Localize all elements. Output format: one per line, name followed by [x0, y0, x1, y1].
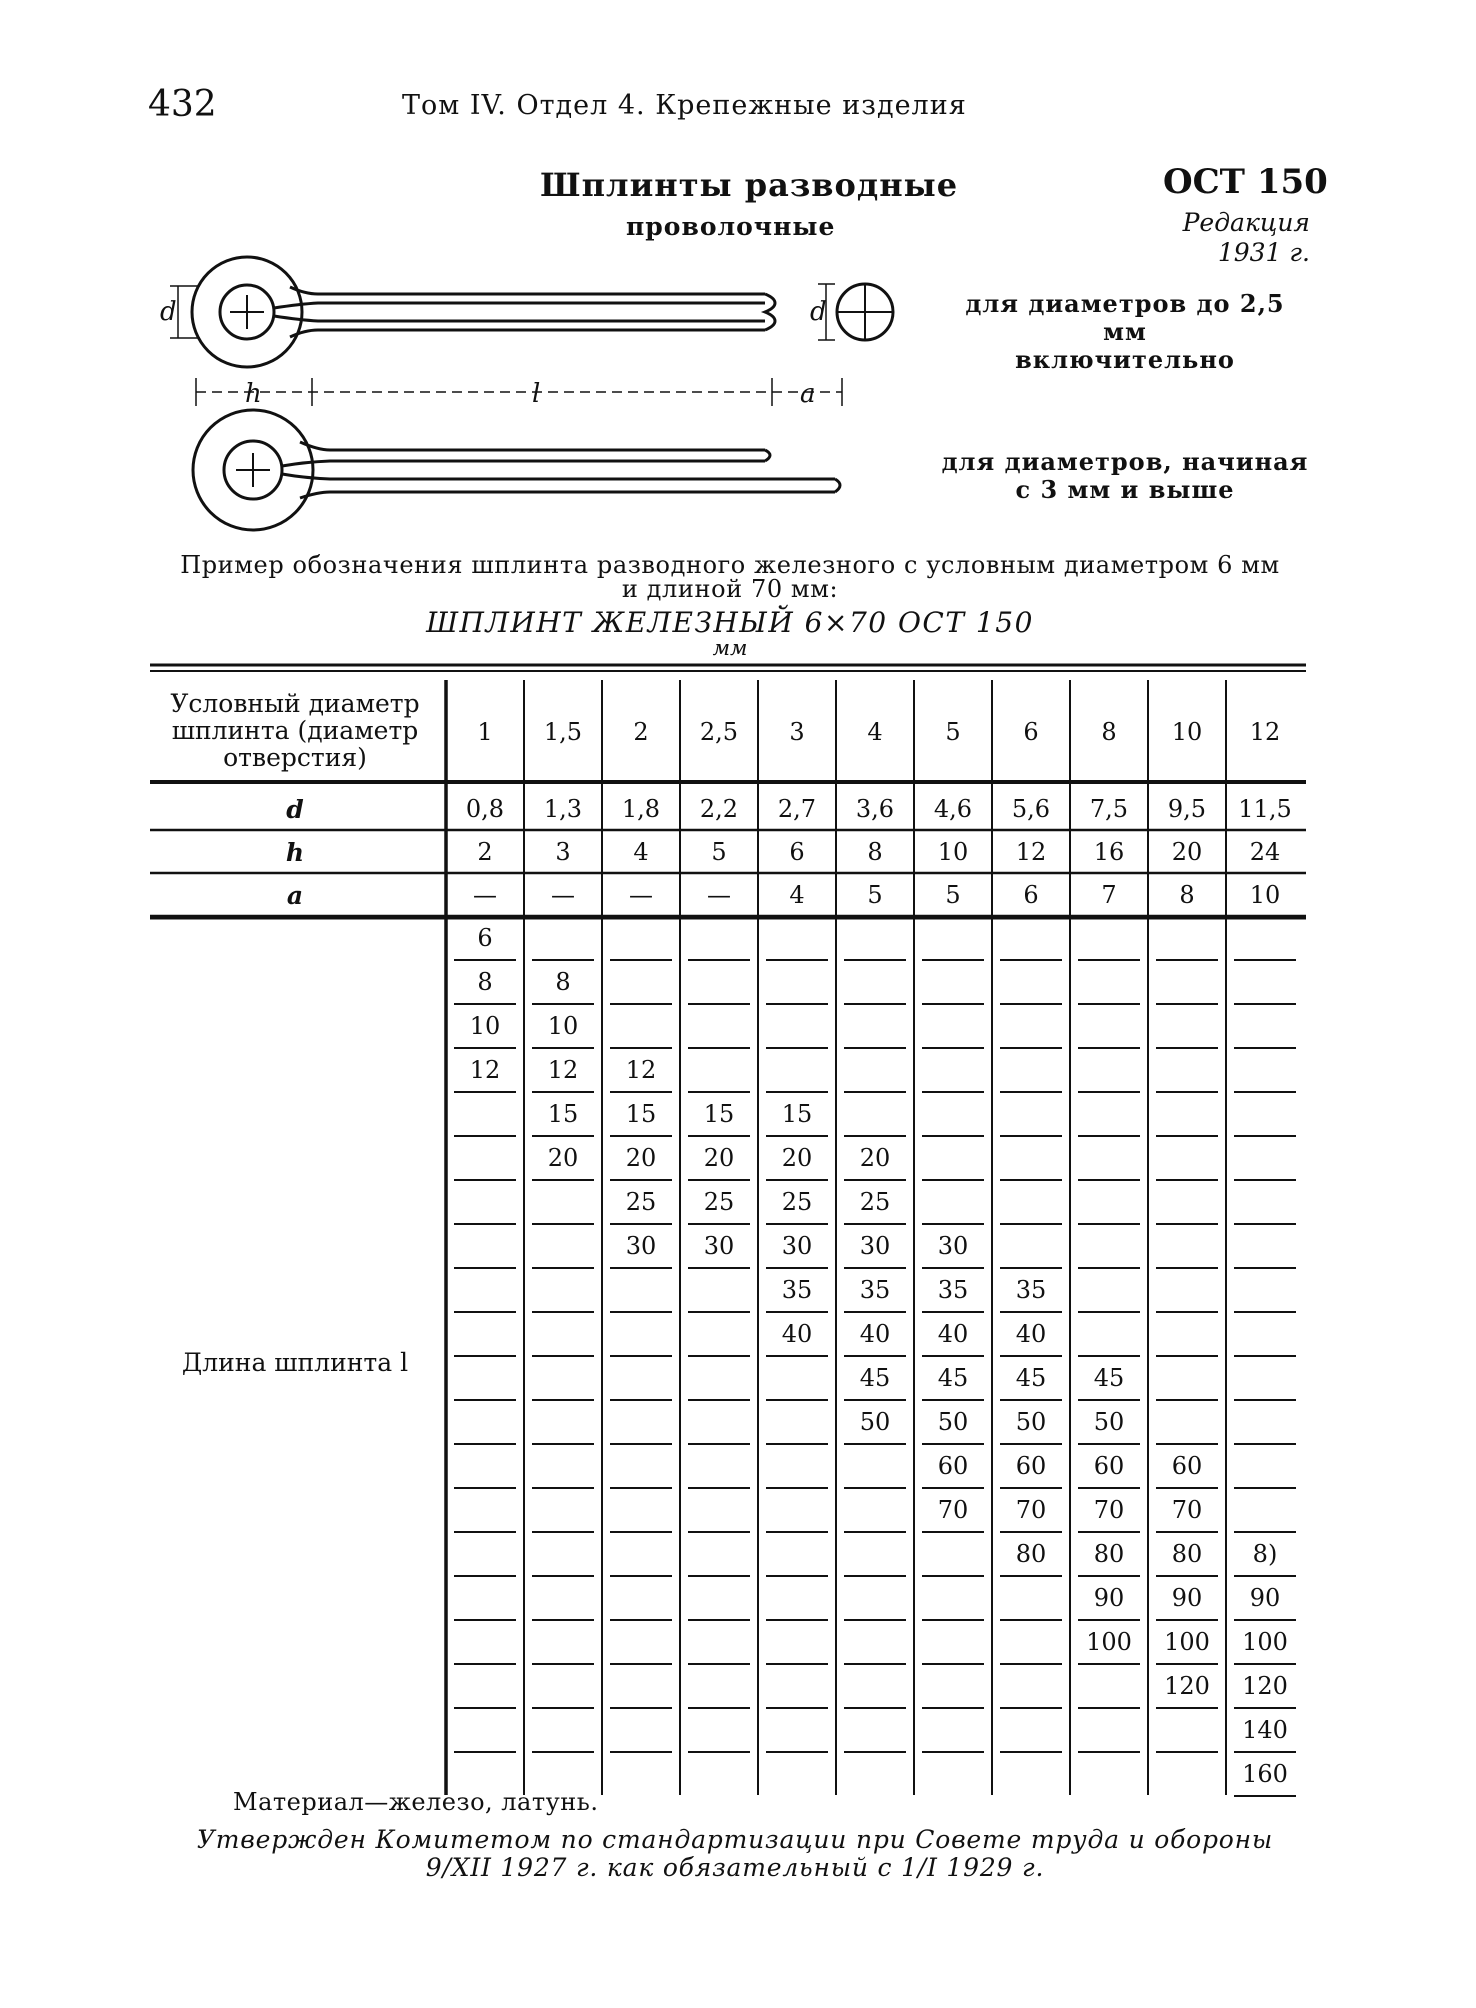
row-a-cell: — — [551, 881, 575, 909]
header-label-line-3: отверстия) — [223, 743, 367, 772]
length-cell: 60 — [1171, 1452, 1203, 1480]
length-cell: 80 — [1171, 1540, 1203, 1568]
length-cell: 30 — [625, 1232, 657, 1260]
length-cell: 12 — [547, 1056, 579, 1084]
row-label-h: h — [285, 838, 305, 867]
length-cell: 90 — [1249, 1584, 1281, 1612]
length-cell: 20 — [859, 1144, 891, 1172]
length-cell: 140 — [1242, 1716, 1288, 1744]
example-line-1: Пример обозначения шплинта разводного железного с условным диаметром 6 мм — [180, 551, 1280, 579]
dim-label-h: h — [245, 379, 262, 409]
length-cell: 35 — [1015, 1276, 1047, 1304]
length-cell: 45 — [859, 1364, 891, 1392]
length-cell: 45 — [1015, 1364, 1047, 1392]
dim-label-l: l — [532, 379, 541, 409]
length-cell: 10 — [469, 1012, 501, 1040]
length-cell: 80 — [1093, 1540, 1125, 1568]
row-h-cell: 2 — [477, 838, 493, 866]
length-cell: 15 — [625, 1100, 657, 1128]
length-cell: 20 — [625, 1144, 657, 1172]
length-cell: 30 — [703, 1232, 735, 1260]
diameter-header-cell: 1 — [477, 718, 493, 746]
dim-label-d-upper: d — [160, 297, 177, 327]
diameter-header-cell: 10 — [1171, 718, 1203, 746]
row-a-cell: 10 — [1249, 881, 1281, 909]
page-number: 432 — [148, 84, 217, 125]
length-cell: 15 — [703, 1100, 735, 1128]
length-cell: 40 — [1015, 1320, 1047, 1348]
diameter-header-cell: 1,5 — [543, 718, 583, 746]
row-a-cell: — — [473, 881, 497, 909]
row-h-cell: 4 — [633, 838, 649, 866]
row-a-cell: 5 — [867, 881, 883, 909]
header-label-line-2: шплинта (диаметр — [171, 716, 419, 745]
length-cell: 30 — [859, 1232, 891, 1260]
length-cell: 100 — [1086, 1628, 1132, 1656]
length-cell: 12 — [625, 1056, 657, 1084]
row-d-cell: 5,6 — [1011, 795, 1051, 823]
length-cell: 45 — [937, 1364, 969, 1392]
example-line-2: и длиной 70 мм: — [621, 575, 839, 603]
header-label-line-1: Условный диаметр — [170, 689, 420, 718]
length-cell: 25 — [703, 1188, 735, 1216]
approval-line-1: Утвержден Комитетом по стандартизации при Совете труда и обороны — [196, 1825, 1274, 1854]
length-cell: 15 — [547, 1100, 579, 1128]
row-a-cell: 7 — [1101, 881, 1117, 909]
row-h-cell: 24 — [1249, 838, 1281, 866]
dim-label-d-section: d — [810, 297, 827, 327]
note-small-line-1: для диаметров до 2,5 мм — [965, 289, 1285, 346]
length-cell: 100 — [1242, 1628, 1288, 1656]
diameter-header-cell: 12 — [1249, 718, 1281, 746]
length-cell: 50 — [859, 1408, 891, 1436]
edition-line-1: Редакция — [1182, 208, 1310, 237]
row-a-cell: — — [707, 881, 731, 909]
length-cell: 15 — [781, 1100, 813, 1128]
row-label-d: d — [286, 795, 304, 824]
length-cell: 50 — [1093, 1408, 1125, 1436]
length-cell: 120 — [1242, 1672, 1288, 1700]
row-h-cell: 12 — [1015, 838, 1047, 866]
length-cell: 25 — [625, 1188, 657, 1216]
dim-label-a: a — [800, 379, 816, 409]
length-cell: 8) — [1252, 1540, 1278, 1568]
row-d-cell: 1,3 — [543, 795, 583, 823]
length-cell: 25 — [781, 1188, 813, 1216]
note-large-line-2: с 3 мм и выше — [1015, 475, 1235, 504]
length-cell: 20 — [781, 1144, 813, 1172]
approval-line-2: 9/XII 1927 г. как обязательный с 1/I 1929 г. — [425, 1853, 1045, 1882]
length-cell: 60 — [1093, 1452, 1125, 1480]
row-h-cell: 5 — [711, 838, 727, 866]
length-cell: 35 — [781, 1276, 813, 1304]
diameter-header-cell: 3 — [789, 718, 805, 746]
length-cell: 50 — [937, 1408, 969, 1436]
designation-text: ШПЛИНТ ЖЕЛЕЗНЫЙ 6×70 ОСТ 150 — [426, 606, 1034, 639]
row-d-cell: 4,6 — [933, 795, 973, 823]
length-cell: 90 — [1093, 1584, 1125, 1612]
length-cell: 45 — [1093, 1364, 1125, 1392]
diameter-header-cell: 2 — [633, 718, 649, 746]
row-h-cell: 10 — [937, 838, 969, 866]
row-d-cell: 7,5 — [1089, 795, 1129, 823]
length-cell: 6 — [477, 924, 493, 952]
diameter-header-cell: 6 — [1023, 718, 1039, 746]
row-a-cell: 8 — [1179, 881, 1195, 909]
length-cell: 40 — [859, 1320, 891, 1348]
length-cell: 8 — [477, 968, 493, 996]
row-h-cell: 16 — [1093, 838, 1125, 866]
length-cell: 70 — [937, 1496, 969, 1524]
length-cell: 60 — [937, 1452, 969, 1480]
length-cell: 160 — [1242, 1760, 1288, 1788]
row-a-cell: 5 — [945, 881, 961, 909]
row-a-cell: — — [629, 881, 653, 909]
row-a-cell: 6 — [1023, 881, 1039, 909]
note-small-line-2: включительно — [1015, 345, 1235, 374]
page-title: Шплинты разводные — [540, 166, 959, 204]
row-a-cell: 4 — [789, 881, 805, 909]
row-d-cell: 11,5 — [1238, 795, 1292, 823]
length-cell: 30 — [781, 1232, 813, 1260]
length-cell: 60 — [1015, 1452, 1047, 1480]
length-cell: 50 — [1015, 1408, 1047, 1436]
length-cell: 80 — [1015, 1540, 1047, 1568]
approval-note — [160, 1826, 1310, 1882]
length-label: Длина шплинта l — [181, 1348, 409, 1377]
row-h-cell: 20 — [1171, 838, 1203, 866]
row-label-a: a — [286, 881, 304, 910]
length-cell: 70 — [1015, 1496, 1047, 1524]
note-large-line-1: для диаметров, начиная — [941, 447, 1309, 476]
length-cell: 12 — [469, 1056, 501, 1084]
length-cell: 35 — [937, 1276, 969, 1304]
length-cell: 40 — [781, 1320, 813, 1348]
length-cell: 100 — [1164, 1628, 1210, 1656]
page-subtitle: проволочные — [626, 212, 836, 241]
diameter-header-cell: 8 — [1101, 718, 1117, 746]
length-cell: 8 — [555, 968, 571, 996]
row-d-cell: 2,7 — [777, 795, 817, 823]
row-h-cell: 6 — [789, 838, 805, 866]
diameter-header-cell: 5 — [945, 718, 961, 746]
row-h-cell: 8 — [867, 838, 883, 866]
row-d-cell: 3,6 — [855, 795, 895, 823]
length-cell: 25 — [859, 1188, 891, 1216]
length-cell: 70 — [1171, 1496, 1203, 1524]
length-cell: 120 — [1164, 1672, 1210, 1700]
running-title: Том IV. Отдел 4. Крепежные изделия — [402, 90, 967, 121]
length-cell: 70 — [1093, 1496, 1125, 1524]
row-d-cell: 2,2 — [699, 795, 739, 823]
length-cell: 20 — [703, 1144, 735, 1172]
edition-line-2: 1931 г. — [1217, 238, 1310, 267]
row-d-cell: 9,5 — [1167, 795, 1207, 823]
length-cell: 30 — [937, 1232, 969, 1260]
standard-number: ОСТ 150 — [1163, 162, 1328, 202]
header-label — [150, 690, 440, 771]
length-cell: 35 — [859, 1276, 891, 1304]
units-label: мм — [712, 636, 748, 660]
length-cell: 90 — [1171, 1584, 1203, 1612]
row-h-cell: 3 — [555, 838, 571, 866]
length-cell: 40 — [937, 1320, 969, 1348]
material-note: Материал—железо, латунь. — [233, 1788, 599, 1816]
row-d-cell: 0,8 — [465, 795, 505, 823]
row-d-cell: 1,8 — [621, 795, 661, 823]
length-cell: 10 — [547, 1012, 579, 1040]
diameter-header-cell: 4 — [867, 718, 883, 746]
diameter-header-cell: 2,5 — [699, 718, 739, 746]
length-cell: 20 — [547, 1144, 579, 1172]
